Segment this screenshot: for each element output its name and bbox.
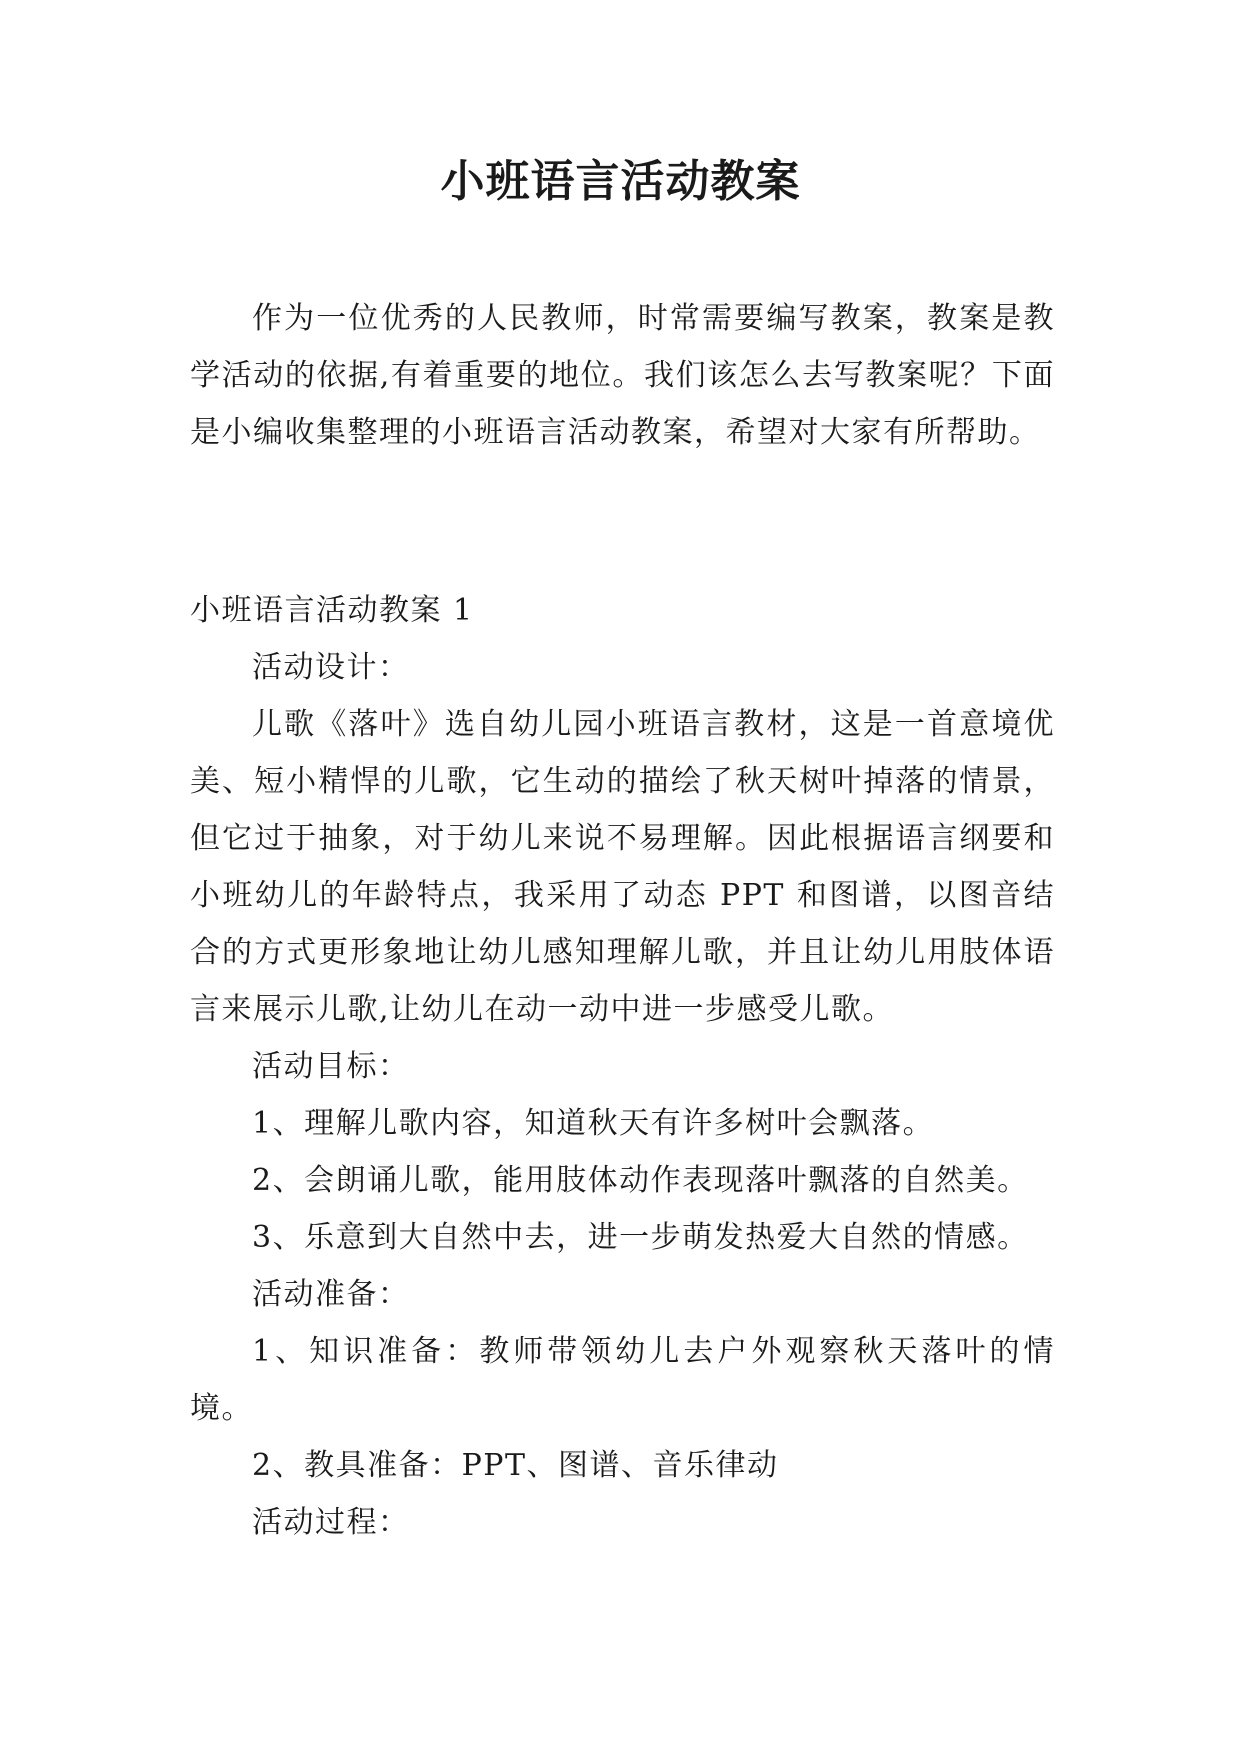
goals-label: 活动目标： [252,1049,410,1084]
prep-item: 1、知识准备：教师带领幼儿去户外观察秋天落叶的情境。 [190,1334,1055,1426]
process-label: 活动过程： [252,1505,410,1540]
intro-paragraph: 作为一位优秀的人民教师，时常需要编写教案，教案是教学活动的依据,有着重要的地位。我们该怎么去写教案呢？下面是小编收集整理的小班语言活动教案，希望对大家有所帮助。 [190,301,1055,450]
lesson-plan-section-1 [190,582,1070,1551]
goal-item: 3、乐意到大自然中去，进一步萌发热爱大自然的情感。 [252,1220,1029,1255]
design-paragraph: 儿歌《落叶》选自幼儿园小班语言教材，这是一首意境优美、短小精悍的儿歌，它生动的描绘了秋天树叶掉落的情景，但它过于抽象，对于幼儿来说不易理解。因此根据语言纲要和小班幼儿的年龄特点，我采用了动态 PPT 和图谱，以图音结合的方式更形象地让幼儿感知理解儿歌，并且让幼儿用肢体语言来展示儿歌,让幼儿在动一动中进一步感受儿歌。 [190,707,1055,1027]
goal-item: 1、理解儿歌内容，知道秋天有许多树叶会飘落。 [252,1106,935,1141]
document-title: 小班语言活动教案 [440,156,801,207]
prep-item: 2、教具准备：PPT、图谱、音乐律动 [252,1448,779,1483]
design-label: 活动设计： [252,650,410,685]
goal-item: 2、会朗诵儿歌，能用肢体动作表现落叶飘落的自然美。 [252,1163,1029,1198]
prep-label: 活动准备： [252,1277,410,1312]
section-heading: 小班语言活动教案 1 [190,593,474,628]
